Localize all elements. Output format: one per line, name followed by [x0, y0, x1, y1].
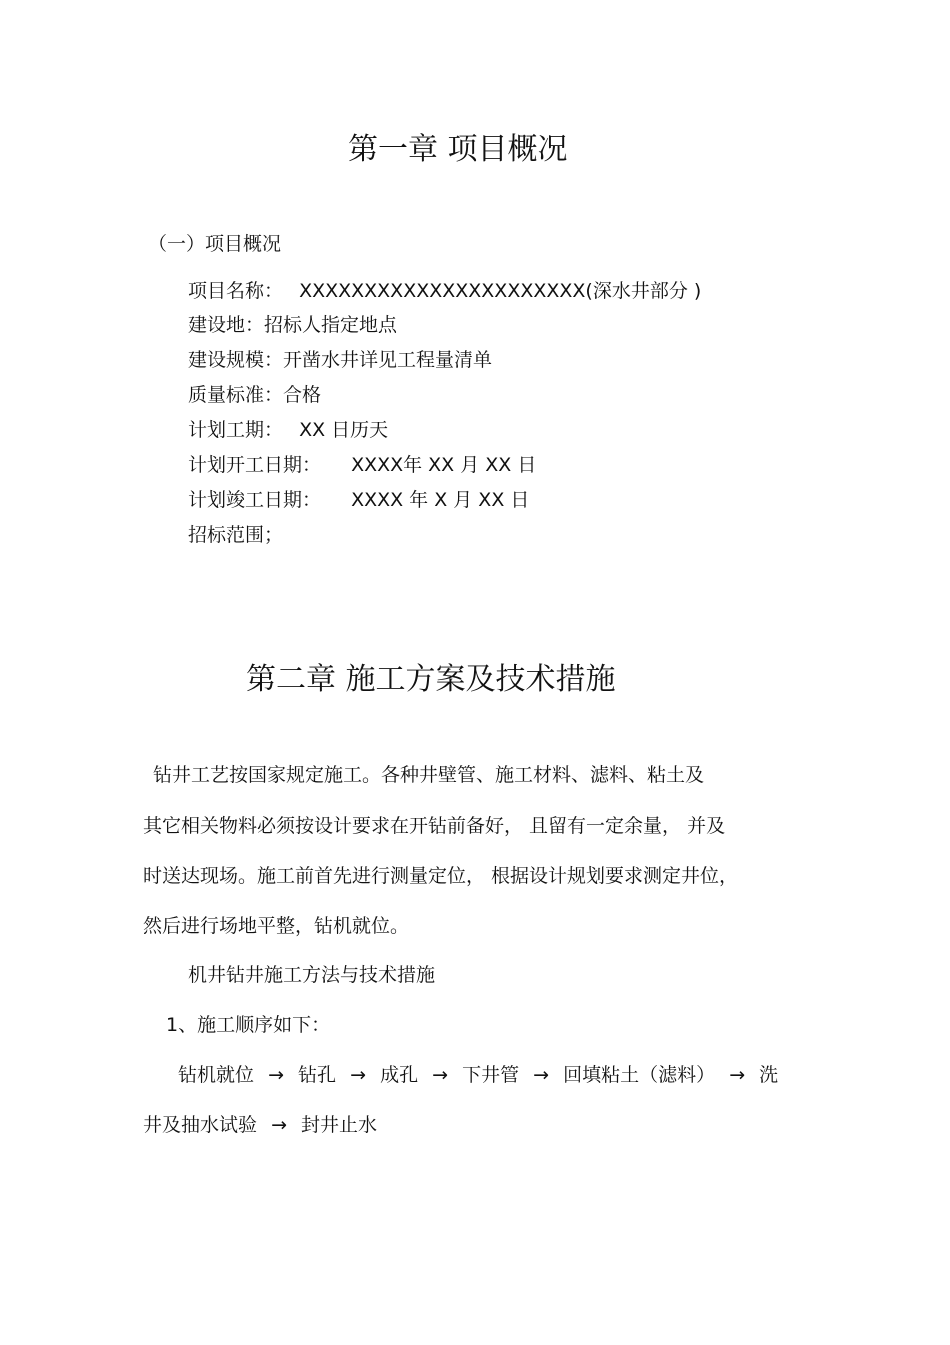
chapter1-title: 第一章 项目概况 — [348, 132, 568, 167]
field-quality: 质量标准：合格 — [188, 384, 322, 406]
step: 洗 — [759, 1064, 779, 1086]
field-start-date — [188, 450, 536, 477]
paragraph-line: 然后进行场地平整，钻机就位。 — [143, 915, 410, 937]
list-item: 1、施工顺序如下： — [166, 1014, 331, 1036]
paragraph-line: 其它相关物料必须按设计要求在开钻前备好， 且留有一定余量， 并及 — [143, 815, 726, 837]
field-label: 项目名称： — [188, 280, 284, 302]
arrow-right-icon: → — [268, 1064, 284, 1086]
field-label: 计划工期： — [188, 419, 284, 441]
field-label: 计划开工日期： — [188, 454, 322, 476]
paragraph-line: 钻井工艺按国家规定施工。各种井壁管、施工材料、滤料、粘土及 — [153, 764, 705, 786]
step: 钻孔 — [298, 1064, 337, 1086]
field-value: XXXX年 XX 月 XX 日 — [351, 454, 537, 476]
field-duration — [188, 415, 388, 442]
paragraph-line: 时送达现场。施工前首先进行测量定位， 根据设计规划要求测定井位， — [143, 865, 739, 887]
field-project-name — [188, 276, 701, 303]
step: 成孔 — [380, 1064, 419, 1086]
field-scale: 建设规模：开凿水井详见工程量清单 — [188, 349, 493, 371]
step: 回填粘土（滤料） — [563, 1064, 716, 1086]
step: 下井管 — [462, 1064, 520, 1086]
field-location: 建设地：招标人指定地点 — [188, 314, 398, 336]
process-flow-line — [143, 1110, 377, 1137]
field-scope: 招标范围； — [188, 524, 284, 546]
field-value: XX 日历天 — [299, 419, 389, 441]
arrow-right-icon: → — [271, 1114, 287, 1136]
field-value: XXXX 年 X 月 XX 日 — [351, 489, 530, 511]
process-flow-line — [178, 1060, 778, 1087]
step: 井及抽水试验 — [143, 1114, 258, 1136]
arrow-right-icon: → — [533, 1064, 550, 1086]
subheading: 机井钻井施工方法与技术措施 — [188, 964, 436, 986]
arrow-right-icon: → — [432, 1064, 449, 1086]
arrow-right-icon: → — [350, 1064, 367, 1086]
field-end-date — [188, 485, 529, 512]
chapter2-title: 第二章 施工方案及技术措施 — [246, 662, 616, 697]
step: 封井止水 — [301, 1114, 378, 1136]
section-heading: （一）项目概况 — [148, 233, 282, 255]
field-label: 计划竣工日期： — [188, 489, 322, 511]
arrow-right-icon: → — [729, 1064, 746, 1086]
step: 钻机就位 — [178, 1064, 255, 1086]
field-value: XXXXXXXXXXXXXXXXXXXXXX(深水井部分 ) — [299, 280, 702, 302]
